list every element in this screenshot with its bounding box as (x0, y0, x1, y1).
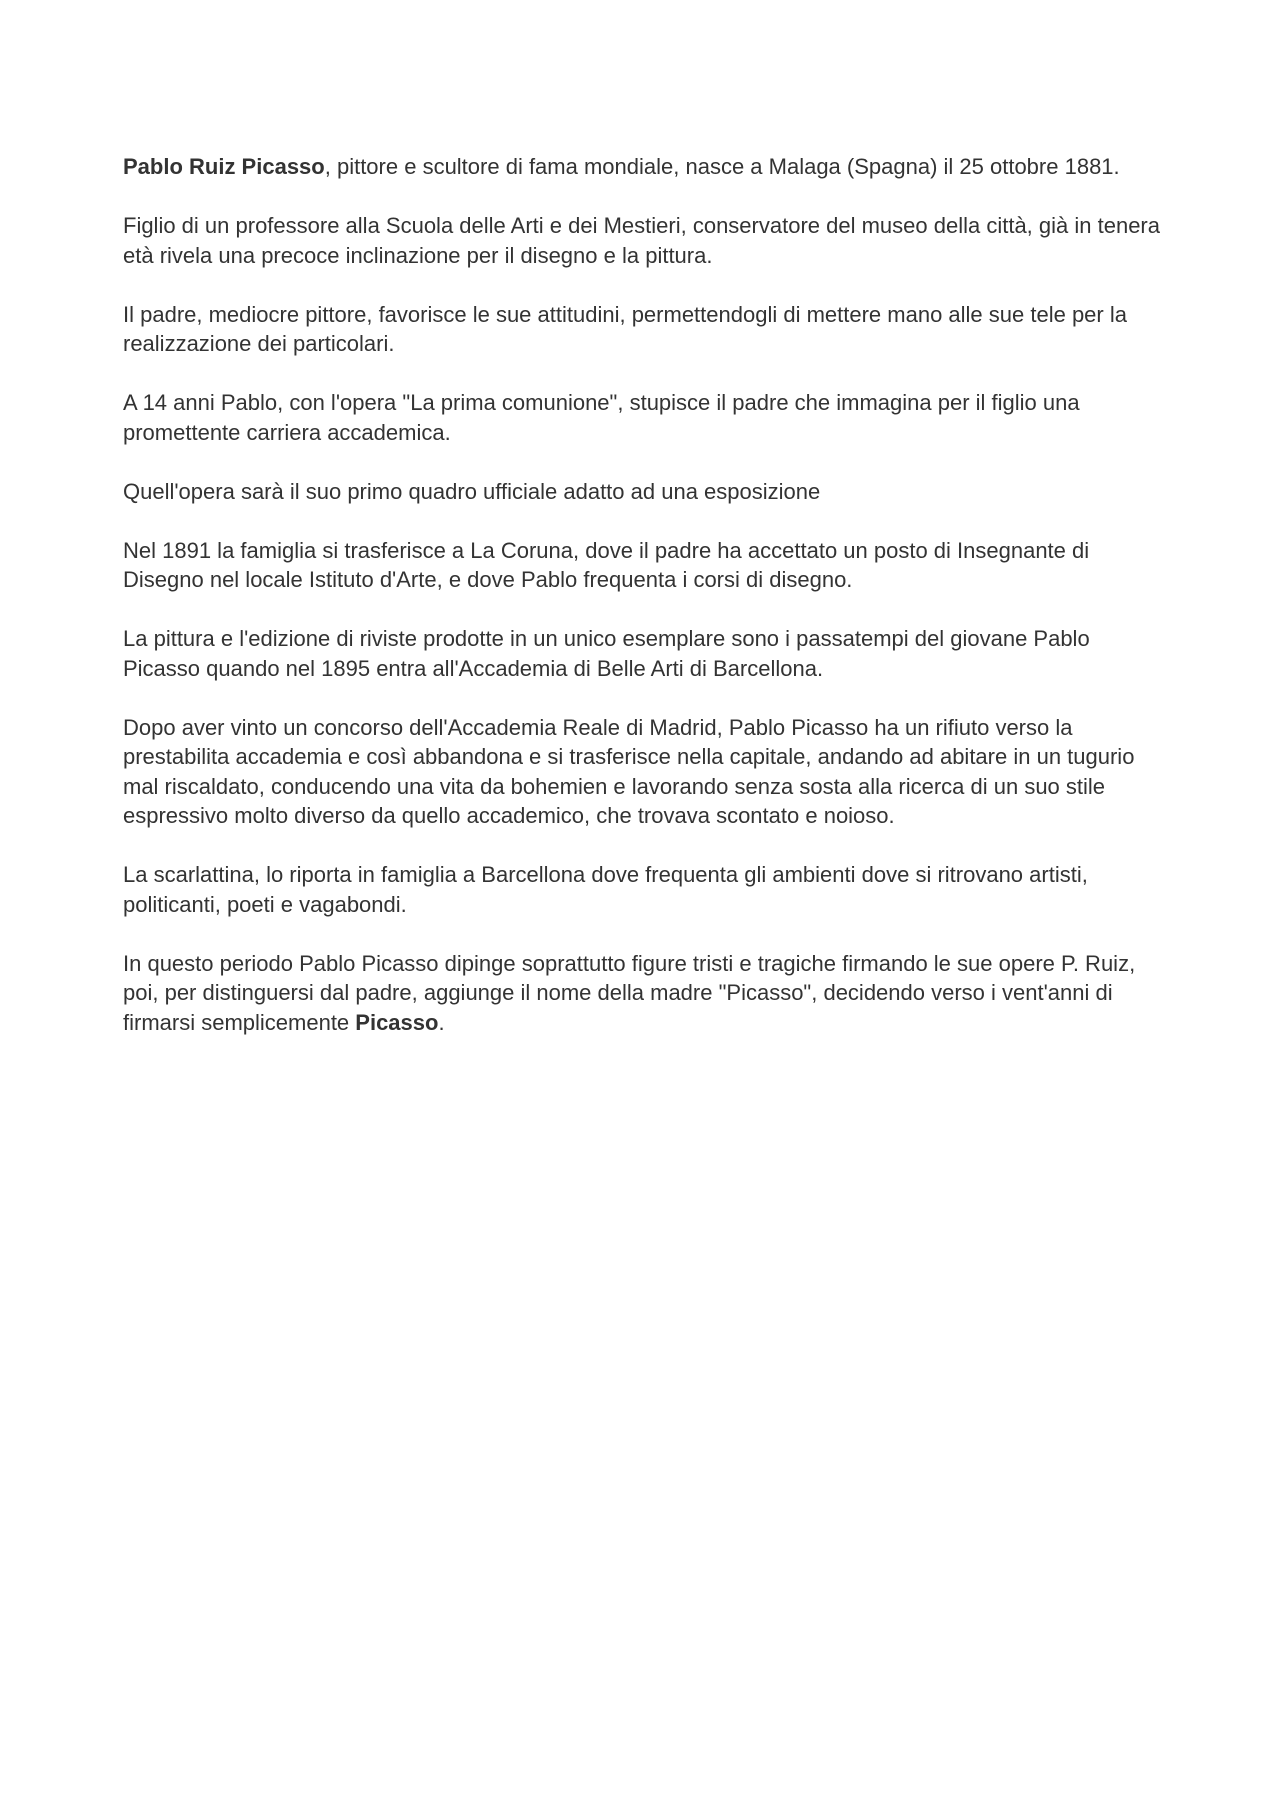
paragraph-madrid (123, 713, 1163, 831)
paragraph-first-communion (123, 388, 1163, 447)
subject-name: Pablo Ruiz Picasso (123, 154, 325, 179)
paragraph-text: Quell'opera sarà il suo primo quadro ufficiale adatto ad una esposizione (123, 478, 821, 504)
paragraph-text: La scarlattina, lo riporta in famiglia a Barcellona dove frequenta gli ambienti dove si ritrovano artisti, politicanti, poeti e vagabondi. (123, 862, 1088, 917)
paragraph-text: Figlio di un professore alla Scuola delle Arti e dei Mestieri, conservatore del museo della città, già in tenera età rivela una precoce inclinazione per il disegno e la pittura. (123, 213, 1160, 268)
paragraph-first-painting (123, 477, 1163, 507)
paragraph-father-painter (123, 300, 1163, 359)
paragraph-text: Dopo aver vinto un concorso dell'Accademia Reale di Madrid, Pablo Picasso ha un rifiuto verso la prestabilita accademia e così abbandona e si trasferisce nella capitale, andando ad abitare in un tugurio mal riscaldato, conducendo una vita da bohemien e lavorando senza sosta alla ricerca di un suo stile espressivo molto diverso da quello accademico, che trovava scontato e noioso. (123, 714, 1135, 828)
document-body (123, 152, 1163, 1067)
paragraph-text: A 14 anni Pablo, con l'opera "La prima comunione", stupisce il padre che immagina per il figlio una promettente carriera accademica. (123, 390, 1080, 445)
paragraph-tail: . (438, 1009, 445, 1035)
paragraph-barcelona-academy (123, 624, 1163, 683)
paragraph-text: Nel 1891 la famiglia si trasferisce a La Coruna, dove il padre ha accettato un posto di Insegnante di Disegno nel locale Istituto d'Arte, e dove Pablo frequenta i corsi di disegno. (123, 537, 1090, 592)
paragraph-text: In questo periodo Pablo Picasso dipinge soprattutto figure tristi e tragiche firmando le sue opere P. Ruiz, poi, per distinguersi dal padre, aggiunge il nome della madre "Picasso", decidendo verso i vent'anni di firmarsi semplicemente (123, 950, 1136, 1035)
paragraph-text: La pittura e l'edizione di riviste prodotte in un unico esemplare sono i passatempi del giovane Pablo Picasso quando nel 1895 entra all'Accademia di Belle Arti di Barcellona. (123, 626, 1090, 681)
paragraph-birth (123, 152, 1163, 182)
paragraph-scarlet-fever (123, 860, 1163, 919)
paragraph-father (123, 211, 1163, 270)
paragraph-la-coruna (123, 536, 1163, 595)
paragraph-signature (123, 949, 1163, 1038)
paragraph-text: , pittore e scultore di fama mondiale, nasce a Malaga (Spagna) il 25 ottobre 1881. (324, 154, 1120, 179)
paragraph-text: Il padre, mediocre pittore, favorisce le sue attitudini, permettendogli di mettere mano alle sue tele per la realizzazione dei particolari. (123, 301, 1127, 356)
signature-name: Picasso (355, 1009, 439, 1035)
